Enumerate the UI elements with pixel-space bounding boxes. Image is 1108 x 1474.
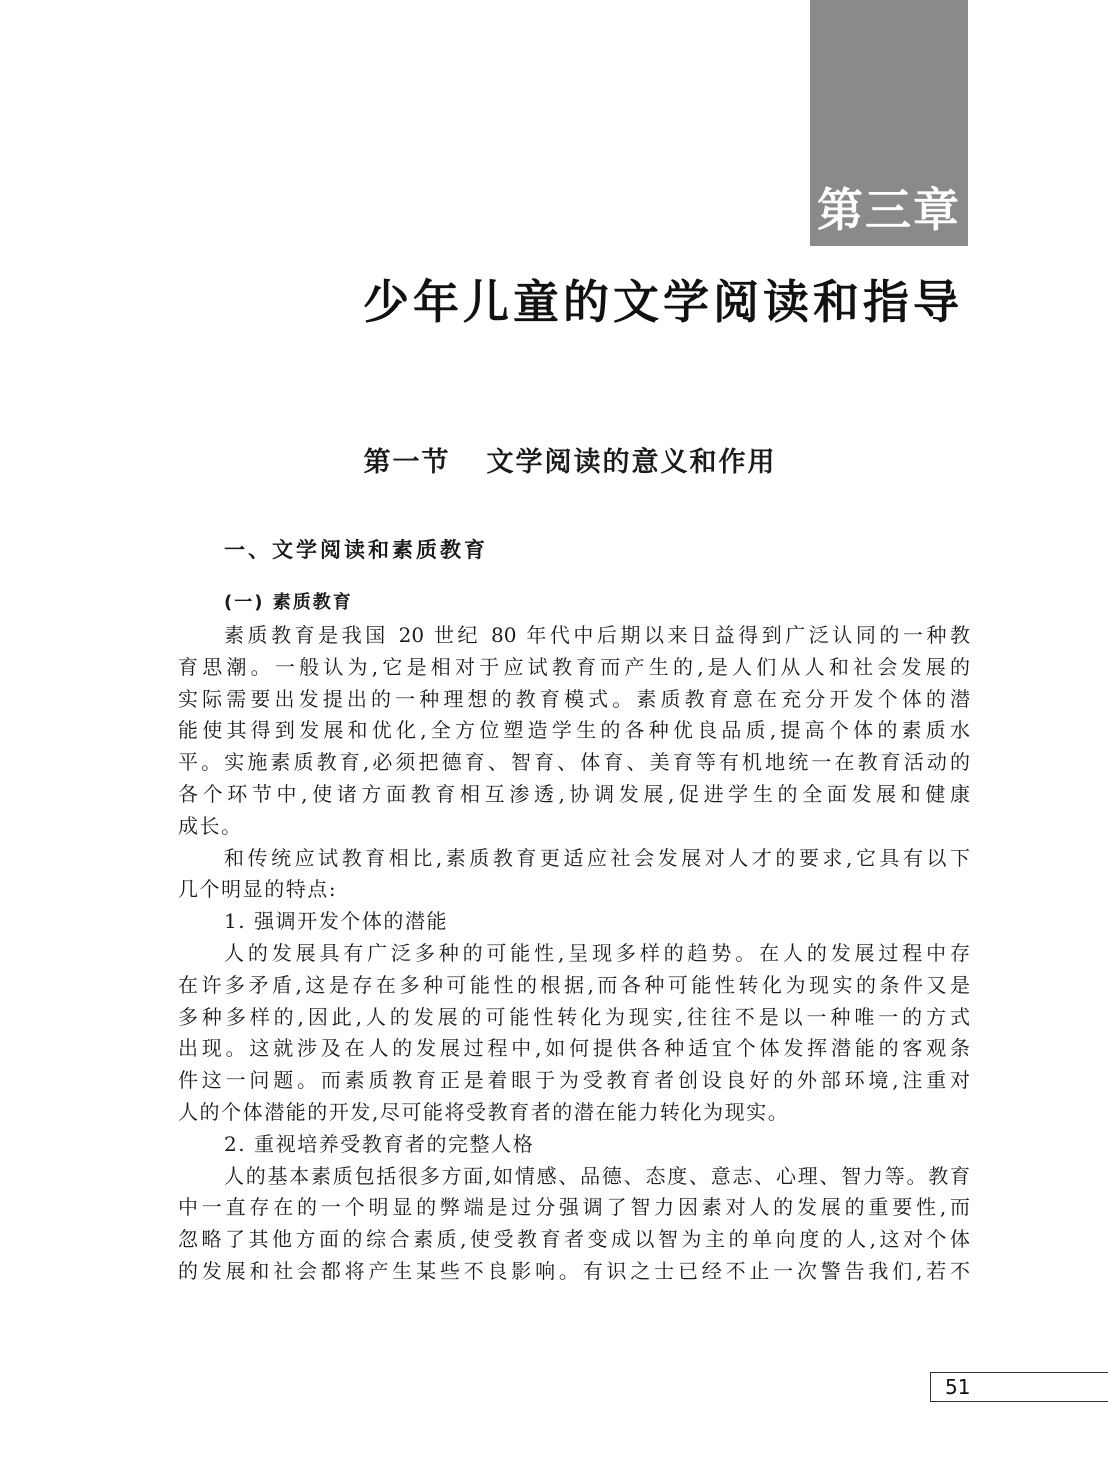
section-title [0, 440, 1108, 479]
text-line: 素质教育是我国 20 世纪 80 年代中后期以来日益得到广泛认同的一种教 [224, 623, 970, 647]
text-line: 人的基本素质包括很多方面,如情感、品德、态度、意志、心理、智力等。教育 [224, 1163, 970, 1188]
page-number-box [930, 1372, 1108, 1402]
text-line: 出现。这就涉及在人的发展过程中,如何提供各种适宜个体发挥潜能的客观条 [178, 1036, 970, 1061]
text-line: 人的发展具有广泛多种的可能性,呈现多样的趋势。在人的发展过程中存 [224, 940, 970, 965]
chapter-title: 少年儿童的文学阅读和指导 [363, 275, 963, 329]
text-line: 件这一问题。而素质教育正是着眼于为受教育者创设良好的外部环境,注重对 [178, 1068, 970, 1093]
body-text [178, 620, 970, 1288]
section-name: 文学阅读的意义和作用 [486, 447, 777, 478]
text-line: 忽略了其他方面的综合素质,使受教育者变成以智为主的单向度的人,这对个体 [178, 1227, 970, 1252]
heading-level-2: (一) 素质教育 [224, 592, 353, 613]
text-line: 1. 强调开发个体的潜能 [224, 909, 449, 934]
text-line: 成长。 [178, 813, 243, 838]
page-number: 51 [945, 1375, 971, 1399]
text-line: 在许多矛盾,这是存在多种可能性的根据,而各种可能性转化为现实的条件又是 [178, 972, 970, 997]
text-line: 实际需要出发提出的一种理想的教育模式。素质教育意在充分开发个体的潜 [178, 686, 970, 711]
heading-level-1: 一、文学阅读和素质教育 [224, 538, 488, 562]
text-line: 多种多样的,因此,人的发展的可能性转化为现实,往往不是以一种唯一的方式 [178, 1004, 970, 1029]
text-line: 2. 重视培养受教育者的完整人格 [224, 1131, 535, 1156]
text-line: 和传统应试教育相比,素质教育更适应社会发展对人才的要求,它具有以下 [224, 845, 970, 870]
text-line: 中一直存在的一个明显的弊端是过分强调了智力因素对人的发展的重要性,而 [178, 1195, 970, 1220]
text-line: 能使其得到发展和优化,全方位塑造学生的各种优良品质,提高个体的素质水 [178, 718, 970, 743]
section-number: 第一节 [363, 447, 451, 478]
chapter-label: 第三章 [817, 183, 961, 237]
text-line: 的发展和社会都将产生某些不良影响。有识之士已经不止一次警告我们,若不 [178, 1258, 970, 1283]
text-line: 人的个体潜能的开发,尽可能将受教育者的潜在能力转化为现实。 [178, 1099, 790, 1124]
text-line: 育思潮。一般认为,它是相对于应试教育而产生的,是人们从人和社会发展的 [178, 654, 970, 679]
text-line: 平。实施素质教育,必须把德育、智育、体育、美育等有机地统一在教育活动的 [178, 750, 970, 775]
text-line: 各个环节中,使诸方面教育相互渗透,协调发展,促进学生的全面发展和健康 [178, 781, 970, 806]
chapter-tab [810, 0, 968, 246]
text-line: 几个明显的特点: [178, 877, 338, 902]
